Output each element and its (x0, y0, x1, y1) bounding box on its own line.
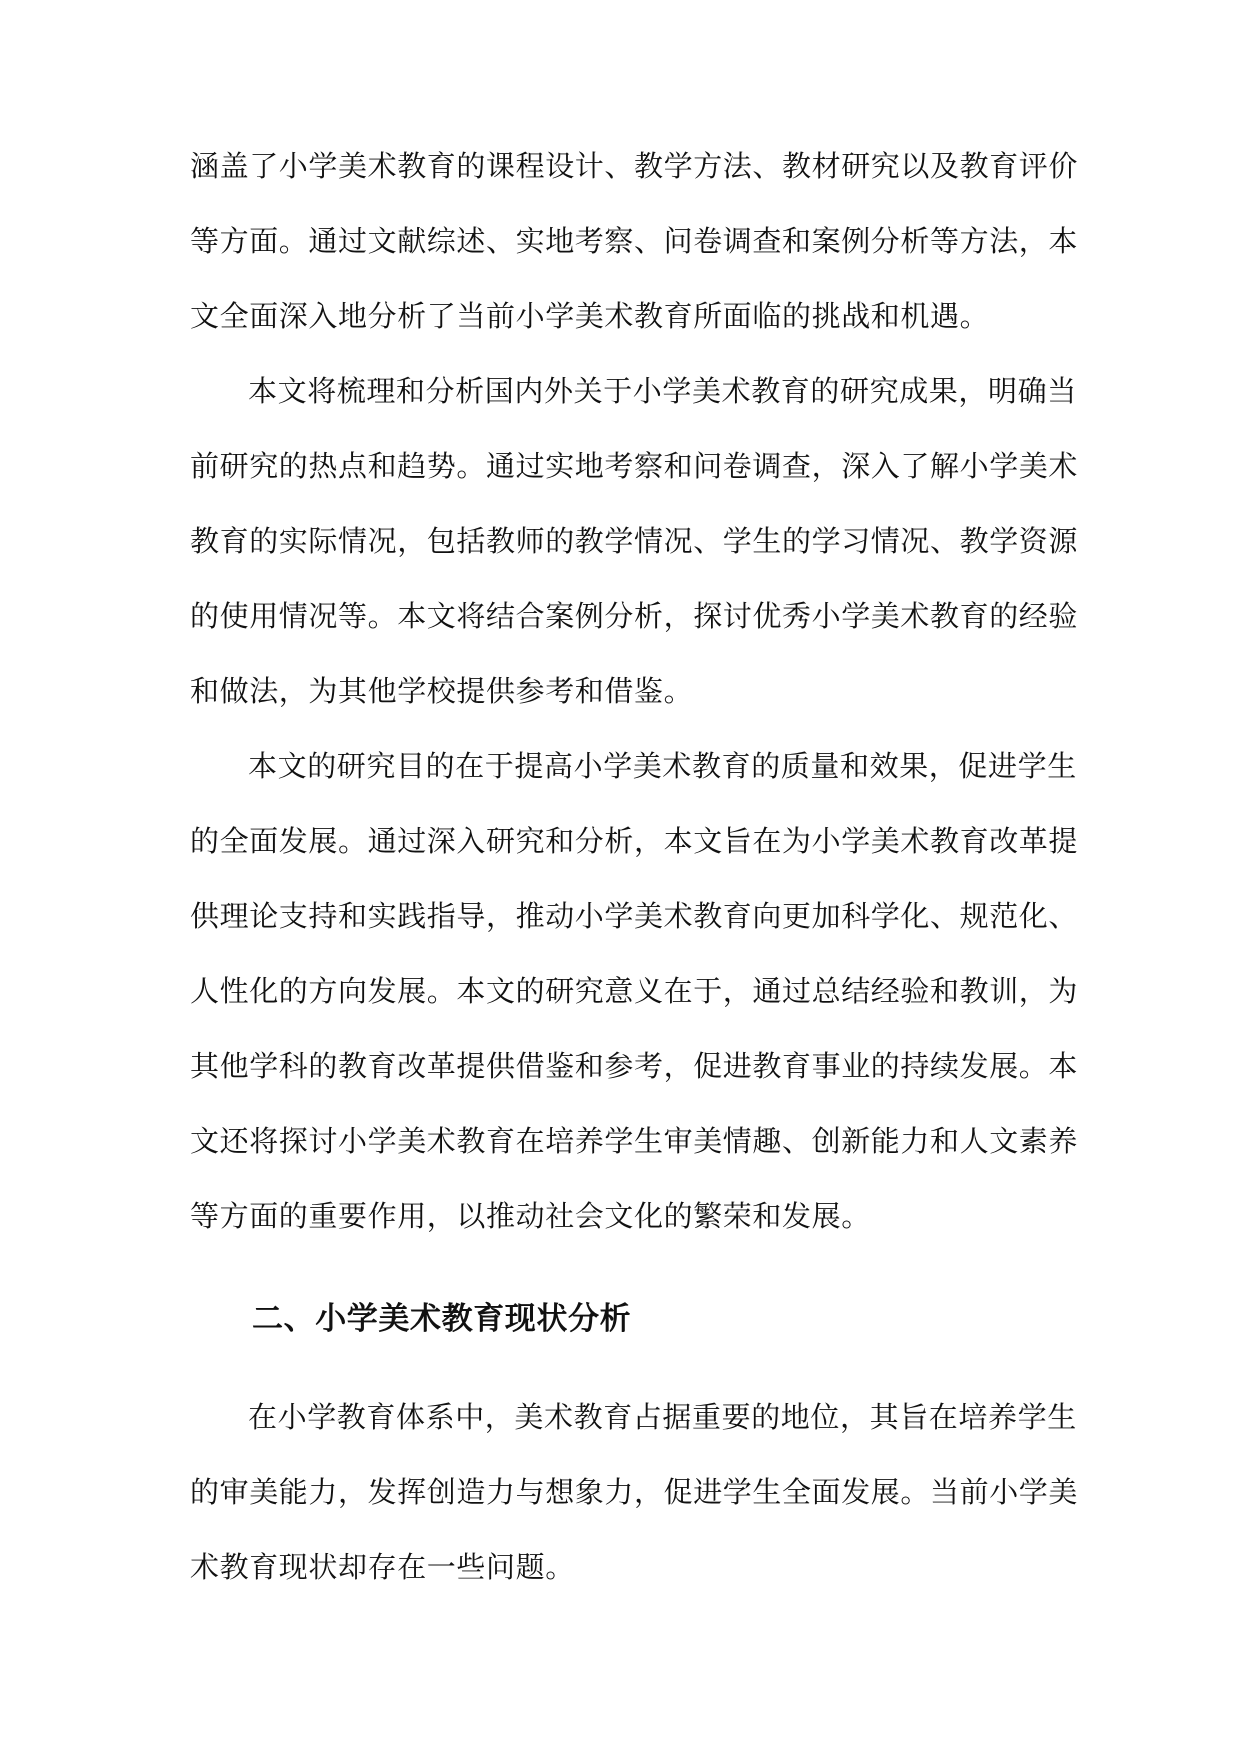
paragraph-1-line-1: 涵盖了小学美术教育的课程设计、教学方法、教材研究以及教育评价 (190, 149, 1079, 183)
section-paragraph-line-3: 术教育现状却存在一些问题。 (190, 1550, 575, 1584)
paragraph-3-line-7: 等方面的重要作用，以推动社会文化的繁荣和发展。 (190, 1199, 871, 1233)
paragraph-3-line-6: 文还将探讨小学美术教育在培养学生审美情趣、创新能力和人文素养 (190, 1124, 1079, 1158)
paragraph-2-line-4: 的使用情况等。本文将结合案例分析，探讨优秀小学美术教育的经验 (190, 599, 1079, 633)
paragraph-1-line-2: 等方面。通过文献综述、实地考察、问卷调查和案例分析等方法，本 (190, 224, 1079, 258)
paragraph-3-line-3: 供理论支持和实践指导，推动小学美术教育向更加科学化、规范化、 (190, 899, 1079, 933)
paragraph-2-line-5: 和做法，为其他学校提供参考和借鉴。 (190, 674, 694, 708)
paragraph-2-line-3: 教育的实际情况，包括教师的教学情况、学生的学习情况、教学资源 (190, 524, 1079, 558)
paragraph-2-line-2: 前研究的热点和趋势。通过实地考察和问卷调查，深入了解小学美术 (190, 449, 1079, 483)
section-heading: 二、小学美术教育现状分析 (252, 1301, 632, 1337)
section-paragraph-line-1: 在小学教育体系中，美术教育占据重要的地位，其旨在培养学生 (248, 1400, 1077, 1434)
paragraph-1-line-3: 文全面深入地分析了当前小学美术教育所面临的挑战和机遇。 (190, 299, 990, 333)
paragraph-3-line-5: 其他学科的教育改革提供借鉴和参考，促进教育事业的持续发展。本 (190, 1049, 1079, 1083)
paragraph-3-line-4: 人性化的方向发展。本文的研究意义在于，通过总结经验和教训，为 (190, 974, 1079, 1008)
paragraph-2-line-1: 本文将梳理和分析国内外关于小学美术教育的研究成果，明确当 (248, 374, 1077, 408)
paragraph-3-line-1: 本文的研究目的在于提高小学美术教育的质量和效果，促进学生 (248, 749, 1077, 783)
paragraph-3-line-2: 的全面发展。通过深入研究和分析，本文旨在为小学美术教育改革提 (190, 824, 1079, 858)
section-paragraph-line-2: 的审美能力，发挥创造力与想象力，促进学生全面发展。当前小学美 (190, 1475, 1079, 1509)
